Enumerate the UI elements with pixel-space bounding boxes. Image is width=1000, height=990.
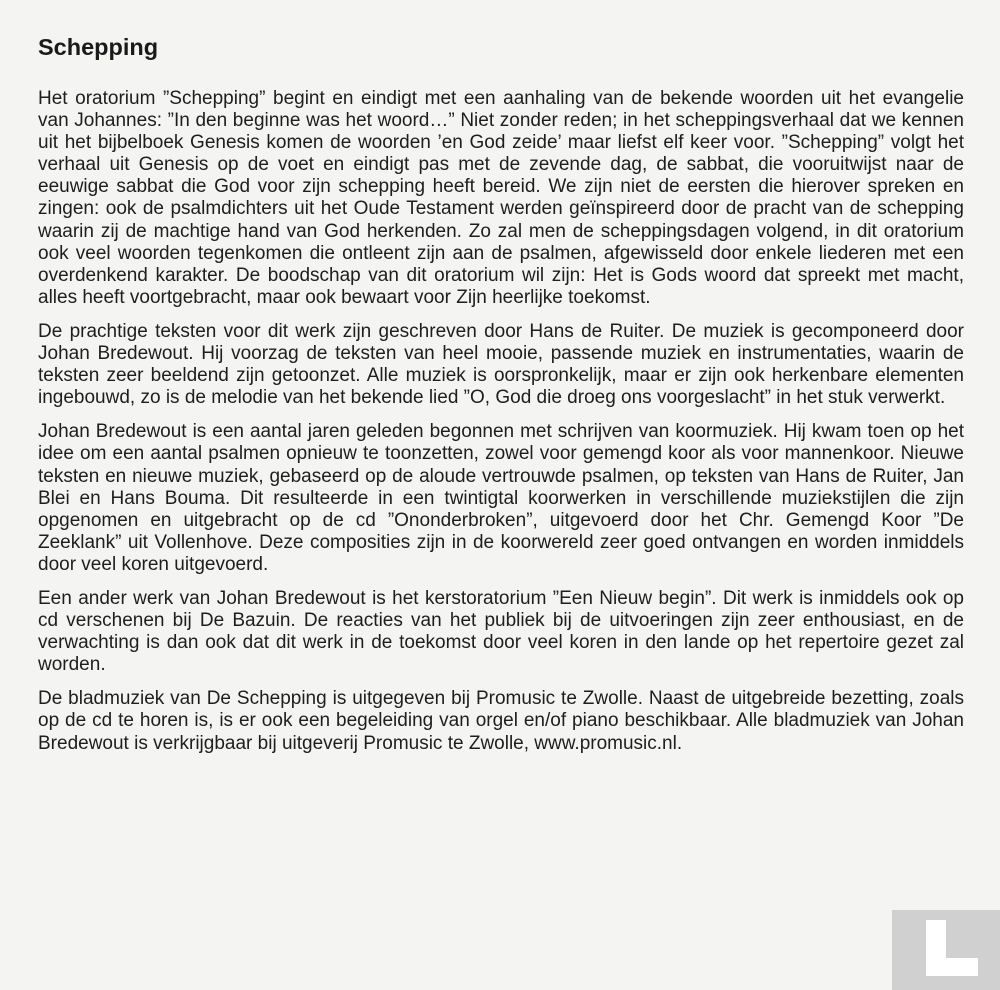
page-title: Schepping	[38, 34, 159, 60]
paragraph-composer: Johan Bredewout is een aantal jaren geleden begonnen met schrijven van koormuziek. Hij kwam toen op het idee om een aantal psalmen opnieuw te toonzetten, zowel voor gemengd koor als voor mannenkoor. Nieuwe teksten en nieuwe muziek, gebaseerd op de aloude vertrouwde psalmen, op teksten van Hans de Ruiter, Jan Blei en Hans Bouma. Dit resulteerde in een twintigtal koorwerken in verschillende muziekstijlen die zijn opgenomen en uitgebracht op de cd ”Ononderbroken”, uitgevoerd door het Chr. Gemengd Koor ”De Zeeklank” uit Vollenhove. Deze composities zijn in de koorwereld zeer goed ontvangen en worden inmiddels door veel koren uitgevoerd.	[38, 421, 964, 575]
document-page	[38, 30, 964, 767]
paragraph-sheet-music: De bladmuziek van De Schepping is uitgegeven bij Promusic te Zwolle. Naast de uitgebreide bezetting, zoals op de cd te horen is, is er ook een begeleiding van orgel en/of piano beschikbaar. Alle bladmuziek van Johan Bredewout is verkrijgbaar bij uitgeverij Promusic te Zwolle, www.promusic.nl.	[38, 688, 964, 754]
letter-l-logo-icon	[926, 920, 978, 976]
paragraph-intro: Het oratorium ”Schepping” begint en eindigt met een aanhaling van de bekende woorden uit het evangelie van Johannes: ”In den beginne was het woord…” Niet zonder reden; in het scheppingsverhaal dat we kennen uit het bijbelboek Genesis komen de woorden ’en God zeide’ maar liefst elf keer voor. ”Schepping” volgt het verhaal uit Genesis op de voet en eindigt pas met de zevende dag, de sabbat, die vooruitwijst naar de eeuwige sabbat die God voor zijn schepping heeft bereid. We zijn niet de eersten die hierover spreken en zingen: ook de psalmdichters uit het Oude Testament werden geïnspireerd door de pracht van de schepping waarin zij de machtige hand van God herkenden. Zo zal men de scheppingsdagen volgend, in dit oratorium ook veel woorden tegenkomen die ontleent zijn aan de psalmen, afgewisseld door enkele liederen met een overdenkend karakter. De boodschap van dit oratorium wil zijn: Het is Gods woord dat spreekt met macht, alles heeft voortgebracht, maar ook bewaart voor Zijn heerlijke toekomst.	[38, 88, 964, 308]
paragraph-texts-music: De prachtige teksten voor dit werk zijn geschreven door Hans de Ruiter. De muziek is gecomponeerd door Johan Bredewout. Hij voorzag de teksten van heel mooie, passende muziek en instrumentaties, waarin de teksten zeer beeldend zijn getoonzet. Alle muziek is oorspronkelijk, maar er zijn ook herkenbare elementen ingebouwd, zo is de melodie van het bekende lied ”O, God die droeg ons voorgeslacht” in het stuk verwerkt.	[38, 320, 964, 409]
logo-l-foot	[926, 958, 978, 976]
paragraph-christmas-oratorio: Een ander werk van Johan Bredewout is het kerstoratorium ”Een Nieuw begin”. Dit werk is inmiddels ook op cd verschenen bij De Bazuin. De reacties van het publiek bij de uitvoeringen zijn zeer enthousiast, en de verwachting is dan ook dat dit werk in de toekomst door veel koren in den lande op het repertoire gezet zal worden.	[38, 587, 964, 676]
watermark-logo	[892, 910, 1000, 990]
